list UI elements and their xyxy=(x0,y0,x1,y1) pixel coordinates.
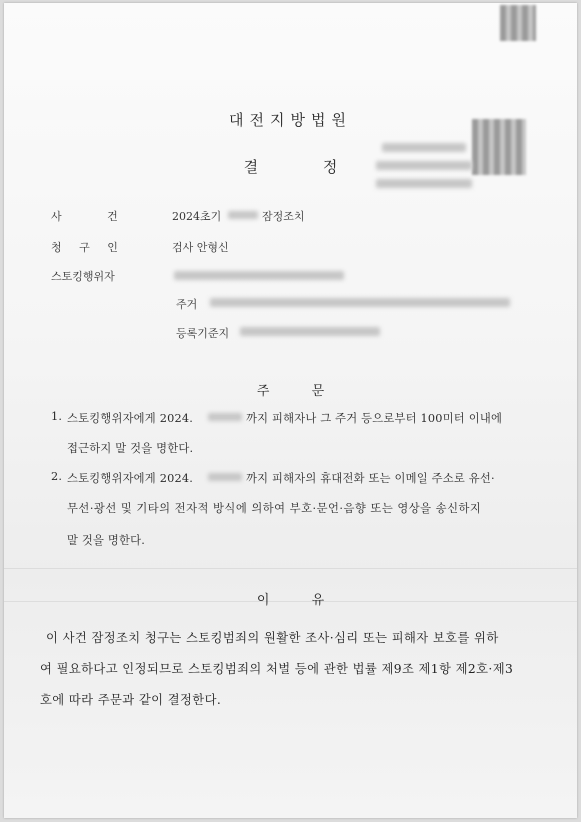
field-value-petitioner: 검사 안형신 xyxy=(172,241,229,254)
court-name: 대전지방법원 xyxy=(229,111,352,129)
reason-line: 호에 따라 주문과 같이 결정한다. xyxy=(40,693,222,707)
redacted-text xyxy=(376,179,472,188)
order-item-text: 까지 피해자의 휴대전화 또는 이메일 주소로 유선· xyxy=(246,472,495,485)
order-item-text: 무선·광선 및 기타의 전자적 방식에 의하여 부호·문언·음향 또는 영상을 송신하지 xyxy=(67,502,482,515)
field-value-case-suffix: 잠정조치 xyxy=(262,210,305,223)
order-item-text: 말 것을 명한다. xyxy=(67,534,146,547)
field-label-stalker: 스토킹행위자 xyxy=(51,270,115,283)
order-heading: 주 문 xyxy=(256,384,325,399)
redacted-text xyxy=(210,298,510,307)
redacted-text xyxy=(382,143,466,152)
redacted-text xyxy=(208,413,242,421)
order-item-text: 스토킹행위자에게 2024. xyxy=(67,472,194,485)
order-item-number: 2. xyxy=(51,470,63,483)
redacted-text xyxy=(240,327,380,336)
order-item-text: 접근하지 말 것을 명한다. xyxy=(67,442,194,455)
field-label-registry: 등록기준지 xyxy=(176,327,230,340)
decision-title: 결 정 xyxy=(243,158,338,176)
redacted-text xyxy=(228,211,258,219)
reason-line: 여 필요하다고 인정되므로 스토킹범죄의 처벌 등에 관한 법률 제9조 제1항 제2호·제3 xyxy=(40,662,514,676)
order-item-number: 1. xyxy=(51,410,63,423)
field-value-case: 2024초기 xyxy=(172,210,222,223)
redacted-code-icon xyxy=(500,5,536,41)
field-label-address: 주거 xyxy=(176,298,198,311)
field-label-petitioner: 청 구 인 xyxy=(51,241,118,254)
fold-line xyxy=(4,568,577,569)
field-label-case: 사 건 xyxy=(51,210,118,223)
document-page xyxy=(4,3,577,818)
order-item-text: 스토킹행위자에게 2024. xyxy=(67,412,194,425)
order-item-text: 까지 피해자나 그 주거 등으로부터 100미터 이내에 xyxy=(246,412,503,425)
reason-heading: 이 유 xyxy=(256,593,325,608)
reason-line: 이 사건 잠정조치 청구는 스토킹범죄의 원활한 조사·심리 또는 피해자 보호를 위하 xyxy=(46,631,499,645)
redacted-text xyxy=(174,271,344,280)
redacted-text xyxy=(208,473,242,481)
